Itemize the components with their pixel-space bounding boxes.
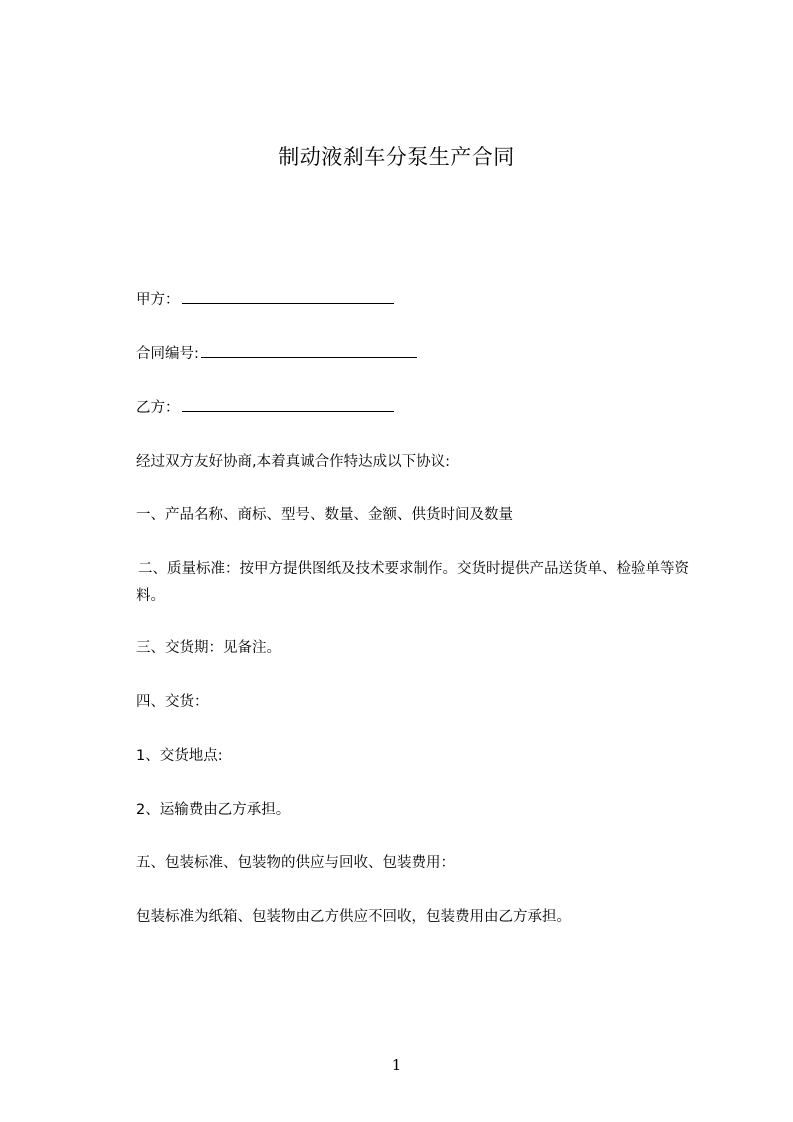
party-a-line bbox=[136, 287, 394, 314]
contract-no-line bbox=[136, 341, 417, 368]
party-a-blank bbox=[182, 288, 394, 304]
section-5-text: 包装标准为纸箱、包装物由乙方供应不回收，包装费用由乙方承担。 bbox=[136, 909, 571, 925]
document-title: 制动液刹车分泵生产合同 bbox=[278, 145, 515, 169]
section-2-paragraph bbox=[136, 556, 708, 610]
section-4-item-1: 1、交货地点: bbox=[136, 748, 223, 764]
party-b-blank bbox=[182, 396, 394, 412]
section-2-text: 二、质量标准：按甲方提供图纸及技术要求制作。交货时提供产品送货单、检验单等资料。 bbox=[136, 561, 689, 604]
party-a-label: 甲方： bbox=[136, 292, 180, 308]
section-5-heading: 五、包装标准、包装物的供应与回收、包装费用： bbox=[136, 855, 455, 871]
section-4-heading: 四、交货： bbox=[136, 694, 209, 710]
contract-no-label: 合同编号: bbox=[136, 346, 199, 362]
party-b-label: 乙方： bbox=[136, 400, 180, 416]
page-number: 1 bbox=[391, 1056, 402, 1074]
intro-paragraph: 经过双方友好协商,本着真诚合作特达成以下协议: bbox=[136, 454, 450, 470]
section-4-item-2: 2、运输费由乙方承担。 bbox=[136, 802, 291, 818]
contract-no-blank bbox=[201, 342, 417, 358]
party-b-line bbox=[136, 395, 394, 422]
section-3-paragraph: 三、交货期：见备注。 bbox=[136, 640, 281, 656]
section-1-heading: 一、产品名称、商标、型号、数量、金额、供货时间及数量 bbox=[136, 507, 513, 523]
